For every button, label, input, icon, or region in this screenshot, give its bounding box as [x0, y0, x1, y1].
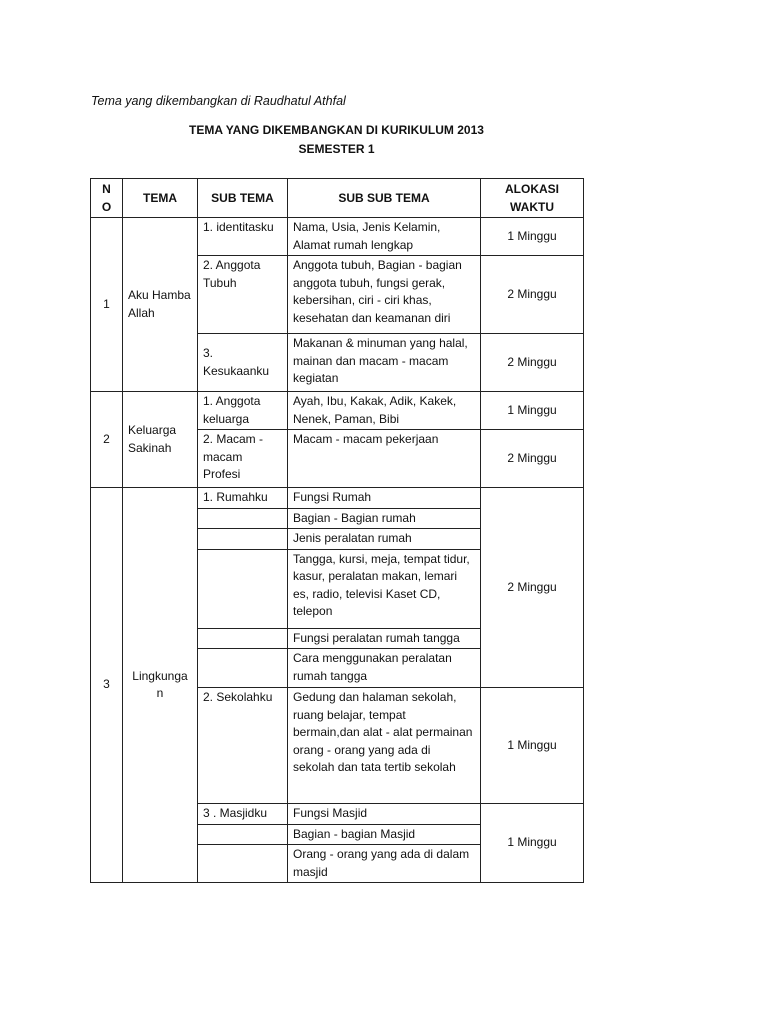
sub-theme: 2. Macam - macam Profesi — [198, 430, 288, 488]
header-sub-sub-tema: SUB SUB TEMA — [288, 179, 481, 218]
theme-number: 1 — [91, 218, 123, 392]
sub-theme-empty — [198, 824, 288, 845]
sub-theme: 2. Sekolahku — [198, 688, 288, 804]
time-allocation: 2 Minggu — [481, 430, 584, 488]
header-tema: TEMA — [123, 179, 198, 218]
sub-sub-theme: Makanan & minuman yang halal, mainan dan macam - macam kegiatan — [288, 334, 481, 392]
sub-sub-theme: Macam - macam pekerjaan — [288, 430, 481, 488]
sub-theme: 1. identitasku — [198, 218, 288, 256]
sub-theme-empty — [198, 845, 288, 883]
sub-theme-empty — [198, 529, 288, 550]
sub-sub-theme: Cara menggunakan peralatan rumah tangga — [288, 649, 481, 688]
sub-sub-theme: Jenis peralatan rumah — [288, 529, 481, 550]
table-row — [91, 218, 584, 256]
sub-sub-theme: Anggota tubuh, Bagian - bagian anggota tubuh, fungsi gerak, kebersihan, ciri - ciri khas, kesehatan dan keamanan diri — [288, 256, 481, 334]
table-header-row — [91, 179, 584, 218]
sub-theme: 1. Rumahku — [198, 488, 288, 509]
curriculum-table — [90, 178, 584, 883]
document-title: TEMA YANG DIKEMBANGKAN DI KURIKULUM 2013 — [189, 123, 484, 137]
time-allocation: 2 Minggu — [481, 334, 584, 392]
time-allocation: 2 Minggu — [481, 488, 584, 688]
sub-sub-theme: Tangga, kursi, meja, tempat tidur, kasur, peralatan makan, lemari es, radio, televisi Kaset CD, telepon — [288, 549, 481, 628]
header-alokasi-waktu: ALOKASI WAKTU — [481, 179, 584, 218]
time-allocation: 1 Minggu — [481, 688, 584, 804]
sub-theme-empty — [198, 628, 288, 649]
sub-theme-empty — [198, 649, 288, 688]
time-allocation: 1 Minggu — [481, 218, 584, 256]
sub-theme: 3. Kesukaanku — [198, 334, 288, 392]
time-allocation: 1 Minggu — [481, 392, 584, 430]
header-no: N O — [91, 179, 123, 218]
sub-theme-empty — [198, 508, 288, 529]
semester-label: SEMESTER 1 — [298, 142, 375, 156]
theme-name: Keluarga Sakinah — [123, 392, 198, 488]
document-caption: Tema yang dikembangkan di Raudhatul Athfal — [91, 94, 346, 108]
table-row — [91, 488, 584, 509]
sub-sub-theme: Gedung dan halaman sekolah, ruang belajar, tempat bermain,dan alat - alat permainan orang - orang yang ada di sekolah dan tata tertib sekolah — [288, 688, 481, 804]
sub-theme: 1. Anggota keluarga — [198, 392, 288, 430]
sub-theme: 2. Anggota Tubuh — [198, 256, 288, 334]
time-allocation: 2 Minggu — [481, 256, 584, 334]
theme-number: 3 — [91, 488, 123, 883]
theme-name: Aku Hamba Allah — [123, 218, 198, 392]
sub-theme: 3 . Masjidku — [198, 804, 288, 825]
sub-sub-theme: Bagian - bagian Masjid — [288, 824, 481, 845]
sub-sub-theme: Orang - orang yang ada di dalam masjid — [288, 845, 481, 883]
sub-sub-theme: Nama, Usia, Jenis Kelamin, Alamat rumah lengkap — [288, 218, 481, 256]
sub-sub-theme: Bagian - Bagian rumah — [288, 508, 481, 529]
table-row — [91, 392, 584, 430]
theme-number: 2 — [91, 392, 123, 488]
time-allocation: 1 Minggu — [481, 804, 584, 883]
sub-sub-theme: Fungsi Rumah — [288, 488, 481, 509]
sub-theme-empty — [198, 549, 288, 628]
theme-name: Lingkunga n — [123, 488, 198, 883]
sub-sub-theme: Fungsi Masjid — [288, 804, 481, 825]
header-sub-tema: SUB TEMA — [198, 179, 288, 218]
sub-sub-theme: Ayah, Ibu, Kakak, Adik, Kakek, Nenek, Paman, Bibi — [288, 392, 481, 430]
sub-sub-theme: Fungsi peralatan rumah tangga — [288, 628, 481, 649]
